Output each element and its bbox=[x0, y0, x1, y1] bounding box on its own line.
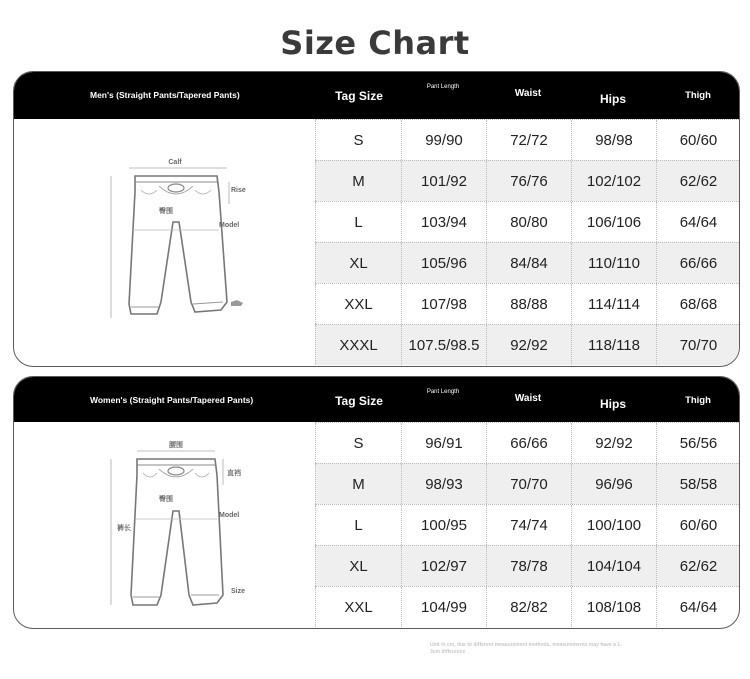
women-figure-label-top: 腰围 bbox=[169, 442, 183, 449]
measurement-footnote: Unit in cm, due to different measurement methods, measurements may have a 1-3cm difference bbox=[430, 642, 622, 655]
thigh-cell: 56/56 bbox=[656, 423, 740, 463]
header-thigh: Thigh bbox=[685, 90, 711, 101]
pant-length-cell: 103/94 bbox=[401, 202, 486, 242]
tag-size-cell: XL bbox=[315, 243, 401, 283]
pant-length-cell: 104/99 bbox=[401, 587, 486, 627]
pant-length-cell: 102/97 bbox=[401, 546, 486, 586]
women-pants-illustration bbox=[99, 435, 259, 615]
men-table-header bbox=[14, 72, 739, 119]
pant-length-cell: 107/98 bbox=[401, 284, 486, 324]
men-figure-label-model: Model bbox=[219, 222, 240, 229]
men-pants-illustration bbox=[99, 152, 259, 322]
table-row bbox=[315, 504, 739, 545]
tag-size-cell: XXXL bbox=[315, 325, 401, 365]
hips-cell: 102/102 bbox=[571, 161, 656, 201]
waist-cell: 80/80 bbox=[486, 202, 571, 242]
waist-cell: 82/82 bbox=[486, 587, 571, 627]
waist-cell: 78/78 bbox=[486, 546, 571, 586]
women-figure-label-left: 裤长 bbox=[117, 525, 131, 532]
table-row bbox=[315, 242, 739, 283]
tag-size-cell: XL bbox=[315, 546, 401, 586]
hips-cell: 96/96 bbox=[571, 464, 656, 504]
hips-cell: 108/108 bbox=[571, 587, 656, 627]
header-pant-length: Pant Length bbox=[426, 84, 460, 90]
hips-cell: 118/118 bbox=[571, 325, 656, 365]
tag-size-cell: L bbox=[315, 202, 401, 242]
thigh-cell: 64/64 bbox=[656, 202, 740, 242]
thigh-cell: 70/70 bbox=[656, 325, 740, 365]
thigh-cell: 62/62 bbox=[656, 546, 740, 586]
header-hips: Hips bbox=[599, 92, 626, 106]
pant-length-cell: 105/96 bbox=[401, 243, 486, 283]
women-figure-label-model: Model bbox=[219, 512, 240, 519]
table-row bbox=[315, 201, 739, 242]
men-figure-label-rise: Rise bbox=[231, 187, 246, 194]
men-category-label: Men's (Straight Pants/Tapered Pants) bbox=[90, 90, 240, 100]
waist-cell: 76/76 bbox=[486, 161, 571, 201]
waist-cell: 66/66 bbox=[486, 423, 571, 463]
pant-length-cell: 99/90 bbox=[401, 120, 486, 160]
waist-cell: 92/92 bbox=[486, 325, 571, 365]
waist-cell: 72/72 bbox=[486, 120, 571, 160]
pant-length-cell: 100/95 bbox=[401, 505, 486, 545]
women-figure-label-size: Size bbox=[231, 588, 246, 595]
header-waist: Waist bbox=[514, 393, 542, 404]
table-row bbox=[315, 463, 739, 504]
thigh-cell: 60/60 bbox=[656, 505, 740, 545]
hips-cell: 106/106 bbox=[571, 202, 656, 242]
hips-cell: 110/110 bbox=[571, 243, 656, 283]
thigh-cell: 60/60 bbox=[656, 120, 740, 160]
header-tag-size: Tag Size bbox=[335, 394, 383, 408]
table-row bbox=[315, 119, 739, 160]
waist-cell: 88/88 bbox=[486, 284, 571, 324]
men-figure-label-center: 臀围 bbox=[159, 208, 173, 215]
pant-length-cell: 107.5/98.5 bbox=[401, 325, 486, 365]
hips-cell: 114/114 bbox=[571, 284, 656, 324]
header-waist: Waist bbox=[514, 88, 542, 99]
hips-cell: 92/92 bbox=[571, 423, 656, 463]
tag-size-cell: L bbox=[315, 505, 401, 545]
tag-size-cell: S bbox=[315, 120, 401, 160]
table-row bbox=[315, 160, 739, 201]
thigh-cell: 68/68 bbox=[656, 284, 740, 324]
thigh-cell: 66/66 bbox=[656, 243, 740, 283]
table-row bbox=[315, 545, 739, 586]
pant-length-cell: 101/92 bbox=[401, 161, 486, 201]
header-tag-size: Tag Size bbox=[335, 89, 383, 103]
waist-cell: 84/84 bbox=[486, 243, 571, 283]
thigh-cell: 62/62 bbox=[656, 161, 740, 201]
thigh-cell: 64/64 bbox=[656, 587, 740, 627]
table-row bbox=[315, 283, 739, 324]
hips-cell: 100/100 bbox=[571, 505, 656, 545]
header-pant-length: Pant Length bbox=[426, 389, 460, 395]
women-category-label: Women's (Straight Pants/Tapered Pants) bbox=[90, 395, 254, 405]
header-hips: Hips bbox=[599, 397, 626, 411]
pant-length-cell: 96/91 bbox=[401, 423, 486, 463]
table-row bbox=[315, 422, 739, 463]
page-title: Size Chart bbox=[280, 24, 470, 62]
table-row bbox=[315, 324, 739, 365]
waist-cell: 70/70 bbox=[486, 464, 571, 504]
women-figure-label-center: 臀围 bbox=[159, 496, 173, 503]
tag-size-cell: XXL bbox=[315, 587, 401, 627]
header-thigh: Thigh bbox=[685, 395, 711, 406]
women-size-table bbox=[13, 376, 740, 629]
women-table-header bbox=[14, 377, 739, 422]
men-figure-label-top: Calf bbox=[168, 159, 182, 166]
women-figure-label-rise: 直裆 bbox=[227, 470, 241, 477]
thigh-cell: 58/58 bbox=[656, 464, 740, 504]
waist-cell: 74/74 bbox=[486, 505, 571, 545]
tag-size-cell: M bbox=[315, 161, 401, 201]
table-row bbox=[315, 586, 739, 627]
hips-cell: 104/104 bbox=[571, 546, 656, 586]
tag-size-cell: XXL bbox=[315, 284, 401, 324]
tag-size-cell: M bbox=[315, 464, 401, 504]
hips-cell: 98/98 bbox=[571, 120, 656, 160]
pant-length-cell: 98/93 bbox=[401, 464, 486, 504]
men-size-table bbox=[13, 71, 740, 367]
tag-size-cell: S bbox=[315, 423, 401, 463]
